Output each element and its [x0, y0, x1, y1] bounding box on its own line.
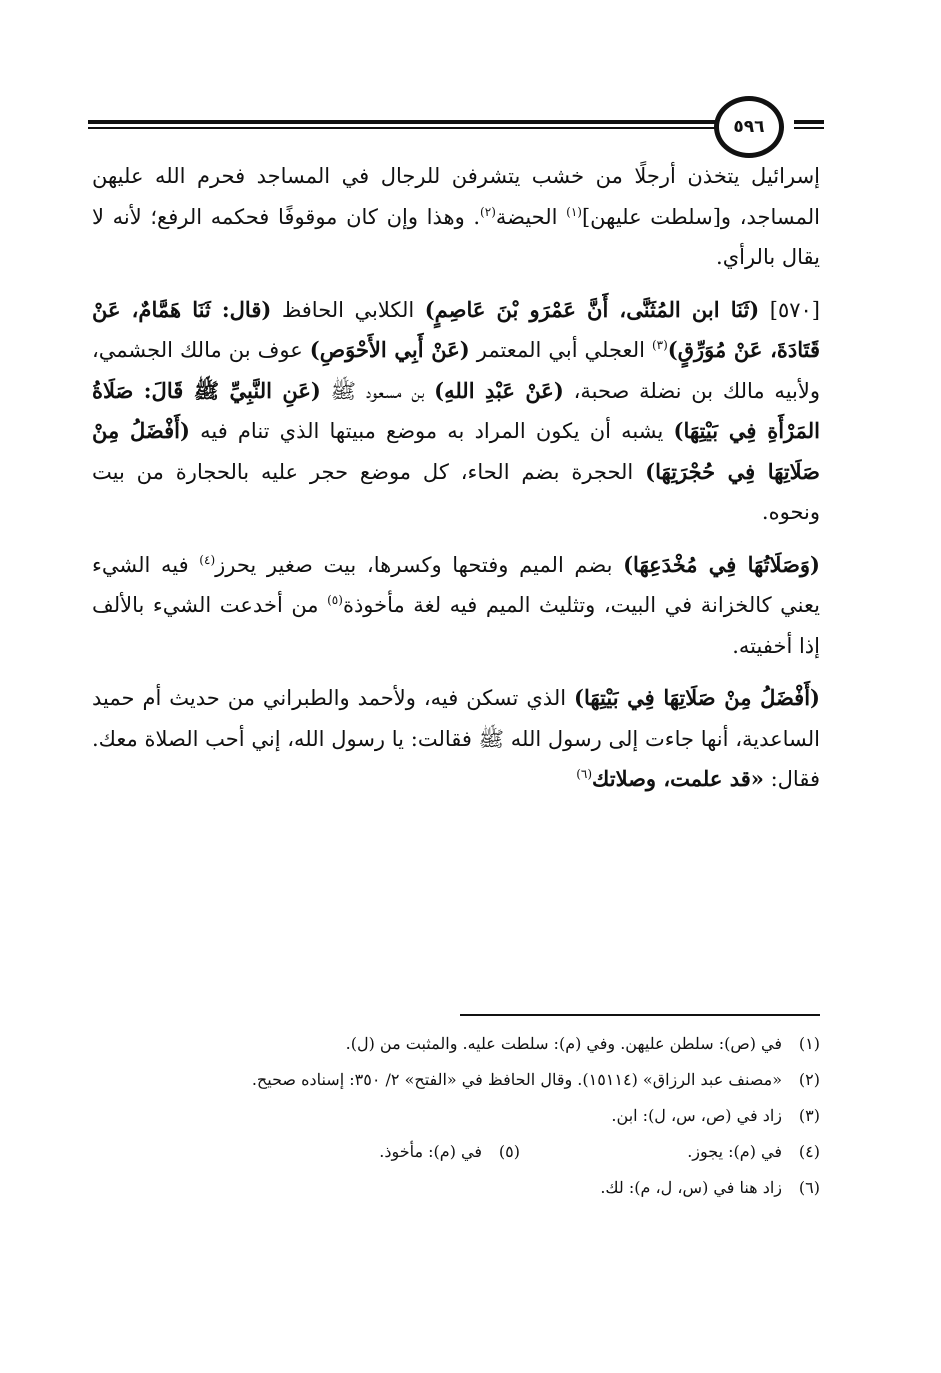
bold-quote: (وَصَلَاتُهَا فِي مُخْدَعِهَا) — [623, 551, 820, 577]
footnote-ref: (٣) — [651, 338, 668, 352]
footnote-4 — [520, 1134, 820, 1170]
header-rule-thick — [88, 120, 720, 124]
footnote-1 — [92, 1026, 820, 1062]
bold-quote: «قد علمت، وصلاتك — [592, 766, 764, 791]
footnote-5 — [220, 1134, 520, 1170]
footnote-number: (٥) — [498, 1142, 520, 1161]
footnote-3 — [92, 1098, 820, 1134]
footnote-number: (٢) — [798, 1070, 820, 1089]
footnote-ref: (٦) — [576, 767, 593, 781]
text-run: يشبه أن يكون المراد به موضع مبيتها الذي تنام فيه — [189, 419, 674, 443]
text-run: [٥٧٠] — [759, 297, 820, 322]
text-run: العجلي أبي المعتمر — [469, 338, 652, 362]
text-run: الحجرة بضم الحاء، كل موضع حجر عليه بالحجارة من بيت ونحوه. — [92, 459, 820, 524]
text-run: الكلابي الحافظ — [271, 297, 425, 322]
footnote-pair — [92, 1134, 820, 1170]
footnote-number: (١) — [798, 1034, 820, 1053]
footnote-ref: (١) — [566, 204, 582, 219]
text-run: بضم الميم وفتحها وكسرها، بيت صغير يحرز — [215, 552, 624, 577]
footnote-text: «مصنف عبد الرزاق» (١٥١١٤). وقال الحافظ في «الفتح» ٢/ ٣٥٠: إسناده صحيح. — [251, 1070, 782, 1089]
footnote-text: زاد هنا في (س، ل، م): لك. — [600, 1178, 782, 1197]
bold-quote: (عَنْ أَبِي الأَحْوَصِ) — [309, 337, 470, 362]
text-run: الحيضة — [495, 204, 567, 229]
footnote-text: زاد في (ص، س، ل): ابن. — [611, 1106, 782, 1125]
header-rule-thin — [88, 127, 720, 129]
main-text — [92, 156, 820, 812]
text-run: عوف بن مالك الجشمي، ولأبيه مالك بن نضلة صحبة، — [92, 338, 820, 403]
paragraph-2 — [92, 290, 820, 533]
bold-quote: (ثَنَا ابن المُثَنَّى، أَنَّ عَمْرَو بْنَ عَاصِمٍ) — [424, 296, 760, 322]
header-rule-right-thick — [794, 120, 824, 124]
footnote-ref: (٤) — [199, 552, 216, 567]
footnote-text: في (م): يجوز. — [687, 1142, 782, 1161]
bold-quote: (أَفْضَلُ مِنْ صَلَاتِهَا فِي حُجْرَتِهَا) — [92, 418, 820, 484]
text-run: فيه الشيء يعني كالخزانة في البيت، وتثليث الميم فيه لغة مأخوذة — [92, 552, 820, 617]
footnote-separator — [460, 1014, 820, 1016]
footnote-ref: (٢) — [480, 204, 496, 219]
footnote-2 — [92, 1062, 820, 1098]
text-run: . وهذا وإن كان موقوفًا فحكمه الرفع؛ لأنه لا يقال بالرأي. — [92, 204, 820, 269]
footnotes — [92, 1026, 820, 1206]
footnote-6 — [92, 1170, 820, 1206]
header-rule-right-thin — [794, 127, 824, 129]
footnote-ref: (٥) — [327, 593, 343, 607]
text-run: الذي تسكن فيه، ولأحمد والطبراني من حديث أم حميد الساعدية، أنها جاءت إلى رسول الله ﷺ فقالت: يا رسول الله، إني أحب الصلاة معك. فقال: — [92, 686, 820, 791]
footnote-number: (٦) — [798, 1178, 820, 1197]
text-run: بن مسعود ﷺ — [320, 378, 435, 403]
bold-quote: (قال: ثَنَا هَمَّامٌ، عَنْ قَتَادَةَ، عَنْ مُوَرِّقٍ) — [92, 296, 820, 362]
page-number: ٥٩٦ — [714, 96, 784, 158]
text-run: من أخدعت الشيء بالألف إذا أخفيته. — [92, 593, 820, 658]
paragraph-1 — [92, 156, 820, 278]
text-run: إسرائيل يتخذن أرجلًا من خشب يتشرفن للرجال في المساجد فحرم الله عليهن المساجد، و[سلطت عليهن] — [92, 164, 820, 229]
footnote-text: في (م): مأخوذ. — [379, 1142, 482, 1161]
bold-quote: (عَنْ عَبْدِ اللهِ) — [434, 377, 564, 403]
footnote-number: (٣) — [798, 1106, 820, 1125]
bold-quote: (أَفْضَلُ مِنْ صَلَاتِهَا فِي بَيْتِهَا) — [574, 685, 820, 710]
page-header — [88, 96, 824, 162]
paragraph-3 — [92, 545, 820, 667]
footnote-number: (٤) — [798, 1142, 820, 1161]
footnote-text: في (ص): سلطن عليهن. وفي (م): سلطت عليه. والمثبت من (ل). — [345, 1034, 782, 1053]
paragraph-4 — [92, 678, 820, 800]
bold-quote: (عَنِ النَّبِيِّ ﷺ قَالَ: صَلَاةُ المَرْأَةِ فِي بَيْتِهَا) — [92, 377, 820, 443]
